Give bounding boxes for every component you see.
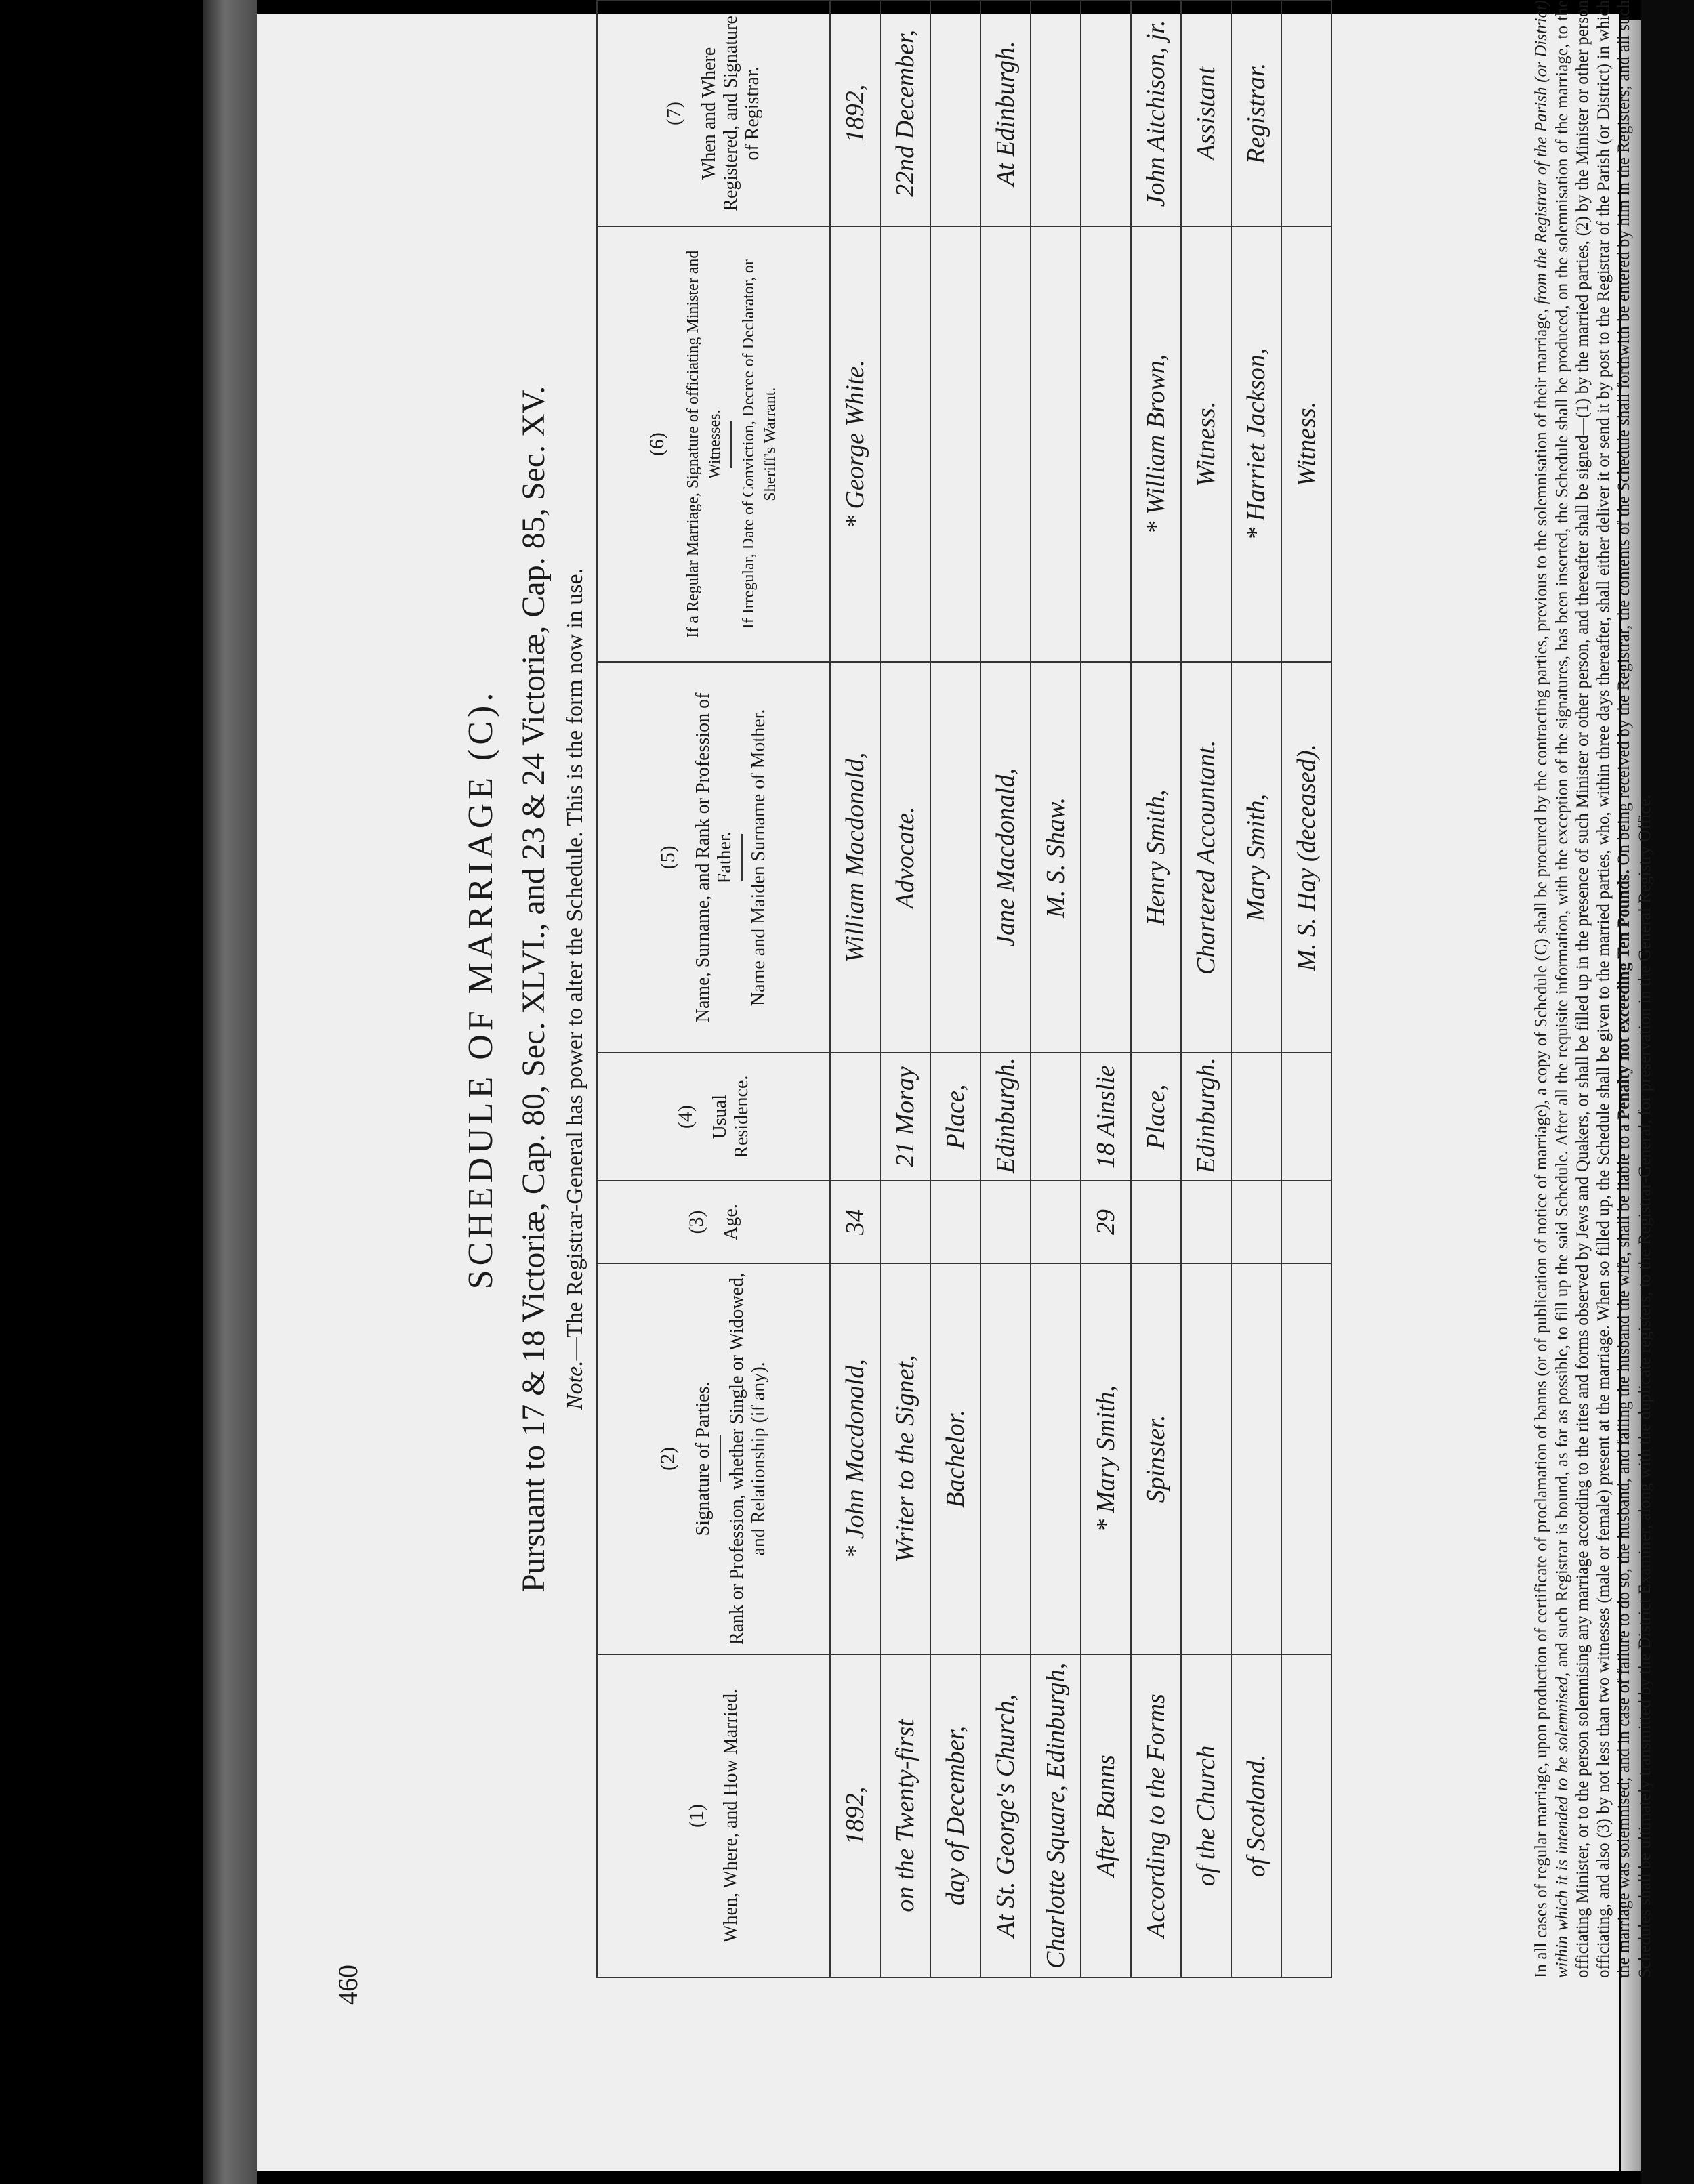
table-cell: 1892, <box>830 1654 880 1977</box>
table-cell: * Mary Smith, <box>1081 1263 1131 1654</box>
table-cell <box>1081 226 1131 663</box>
header-col-3: (3) Age. <box>597 1181 830 1263</box>
table-cell: Place, <box>1131 1053 1181 1181</box>
table-cell: John Aitchison, jr. <box>1131 1 1181 226</box>
table-body <box>830 1 1331 1977</box>
table-cell: William Macdonald, <box>830 662 880 1053</box>
table-row <box>1031 1 1081 1977</box>
table-cell: 22nd December, <box>880 1 930 226</box>
table-cell <box>1281 1053 1331 1181</box>
table-cell <box>1281 1 1331 226</box>
schedule-table <box>596 0 1332 1978</box>
table-row <box>880 1 930 1977</box>
table-cell <box>1081 662 1131 1053</box>
table-cell <box>1031 226 1081 663</box>
table-cell: of the Church <box>1181 1654 1231 1977</box>
table-cell <box>980 1181 1031 1263</box>
table-cell: Registrar. <box>1231 1 1281 226</box>
table-cell: At Edinburgh. <box>980 1 1031 226</box>
table-cell: * Harriet Jackson, <box>1231 226 1281 663</box>
table-cell: 29 <box>1081 1181 1131 1263</box>
table-cell: At St. George's Church, <box>980 1654 1031 1977</box>
table-cell <box>1031 1 1081 226</box>
table-row <box>1231 1 1281 1977</box>
header-col-2: (2) Signature of Parties. Rank or Profession, whether Single or Widowed, and Relationship (if any). <box>597 1263 830 1654</box>
table-cell: Charlotte Square, Edinburgh, <box>1031 1654 1081 1977</box>
note-label: Note. <box>562 1360 587 1410</box>
header-col-6: (6) If a Regular Marriage, Signature of officiating Minister and Witnesses. If Irregular, Date of Conviction, Decree of Declarator, or Sheriff's Warrant. <box>597 226 830 663</box>
table-cell <box>1181 1263 1231 1654</box>
table-cell: Mary Smith, <box>1231 662 1281 1053</box>
table-cell <box>1281 1654 1331 1977</box>
table-cell <box>1131 1181 1181 1263</box>
table-cell: 34 <box>830 1181 880 1263</box>
table-cell: Assistant <box>1181 1 1231 226</box>
table-cell: * George White. <box>830 226 880 663</box>
table-cell: * William Brown, <box>1131 226 1181 663</box>
table-cell: Edinburgh. <box>980 1053 1031 1181</box>
table-cell: After Banns <box>1081 1654 1131 1977</box>
table-cell <box>930 1181 980 1263</box>
table-cell: day of December, <box>930 1654 980 1977</box>
table-cell <box>1031 1263 1081 1654</box>
table-cell <box>1081 1 1131 226</box>
table-cell: Chartered Accountant. <box>1181 662 1231 1053</box>
table-cell <box>830 1053 880 1181</box>
table-cell <box>880 226 930 663</box>
table-cell: 1892, <box>830 1 880 226</box>
rotated-page-content <box>291 0 1654 2005</box>
table-cell <box>1031 1053 1081 1181</box>
book-binding <box>203 0 257 2184</box>
table-cell: Jane Macdonald, <box>980 662 1031 1053</box>
table-cell: Witness. <box>1281 226 1331 663</box>
table-cell: Spinster. <box>1131 1263 1181 1654</box>
table-cell <box>1281 1263 1331 1654</box>
table-cell <box>880 1181 930 1263</box>
table-cell <box>980 226 1031 663</box>
table-row <box>930 1 980 1977</box>
page-subtitle: Pursuant to 17 & 18 Victoriæ, Cap. 80, Sec. XLVI., and 23 & 24 Victoriæ, Cap. 85, Sec. XV. <box>516 385 552 1593</box>
table-cell: M. S. Hay (deceased). <box>1281 662 1331 1053</box>
table-row <box>980 1 1031 1977</box>
page-number: 460 <box>333 1965 363 2005</box>
table-cell: Writer to the Signet, <box>880 1263 930 1654</box>
header-col-7: (7) When and Where Registered, and Signature of Registrar. <box>597 1 830 226</box>
table-cell <box>930 226 980 663</box>
table-cell: Bachelor. <box>930 1263 980 1654</box>
table-row <box>1281 1 1331 1977</box>
table-row <box>1081 1 1131 1977</box>
table-cell <box>930 662 980 1053</box>
table-cell <box>1231 1181 1281 1263</box>
table-cell <box>1031 1181 1081 1263</box>
table-row <box>1181 1 1231 1977</box>
table-cell: 18 Ainslie <box>1081 1053 1131 1181</box>
table-cell: on the Twenty-first <box>880 1654 930 1977</box>
table-cell: 21 Moray <box>880 1053 930 1181</box>
note <box>562 0 588 2005</box>
table-cell: * John Macdonald, <box>830 1263 880 1654</box>
page-title: SCHEDULE OF MARRIAGE (C). <box>461 688 500 1290</box>
table-cell: of Scotland. <box>1231 1654 1281 1977</box>
header-col-1: (1) When, Where, and How Married. <box>597 1654 830 1977</box>
table-cell <box>1181 1181 1231 1263</box>
note-text: —The Registrar-General has power to alter the Schedule. This is the form now in use. <box>562 568 587 1361</box>
header-row <box>597 1 830 1977</box>
header-col-4: (4) Usual Residence. <box>597 1053 830 1181</box>
table-cell <box>1231 1263 1281 1654</box>
table-cell <box>1231 1053 1281 1181</box>
table-cell <box>980 1263 1031 1654</box>
table-cell: Witness. <box>1181 226 1231 663</box>
table-cell: Edinburgh. <box>1181 1053 1231 1181</box>
table-cell: According to the Forms <box>1131 1654 1181 1977</box>
table-cell <box>930 1 980 226</box>
table-row <box>830 1 880 1977</box>
footnote: In all cases of regular marriage, upon production of certificate of proclamation of banns (or of publication of notice of marriage), a copy of Schedule (C) shall be procured by the contracting parties, previous to the solemnisation of their marriage, from the Registrar of the Parish (or District) within which it is intended to be solemnised, and such Registrar is bound, as far as possible, to fill up the said Schedule. After all the requisite information, with the exception of the signatures, has been inserted, the Schedule shall be produced, on the solemnisation of the marriage, to the officiating Minister, or to the person solemnising any marriage according to the rites and forms observed by Jews and Quakers, or shall be filled up in the presence of such Minister or other person, and thereafter shall be signed—(1) by the married parties, (2) by the Minister or other person officiating, and also (3) by not less than two witnesses (male or female) present at the marriage. When so filled up, the Schedule shall be given to the married parties, who, within three days thereafter, shall either deliver it or send it by post to the Registrar of the Parish (or District) in which the marriage was solemnised; and in case of failure to do so, the husband, and failing the husband the wife, shall be liable to a Penalty not exceeding Ten Pounds. On being received by the Registrar, the contents of the Schedule shall forthwith be entered by him in the Registers; and all such Schedules shall be ultimately transmitted by the District Examiner, along with the duplicate registers, to the Registrar-General, for preservation in the General Registry Office. <box>1532 0 1654 1978</box>
table-cell: Advocate. <box>880 662 930 1053</box>
table-cell <box>1281 1181 1331 1263</box>
table-cell: M. S. Shaw. <box>1031 662 1081 1053</box>
table-cell: Place, <box>930 1053 980 1181</box>
header-col-5: (5) Name, Surname, and Rank or Profession of Father. Name and Maiden Surname of Mother. <box>597 662 830 1053</box>
table-row <box>1131 1 1181 1977</box>
table-cell: Henry Smith, <box>1131 662 1181 1053</box>
